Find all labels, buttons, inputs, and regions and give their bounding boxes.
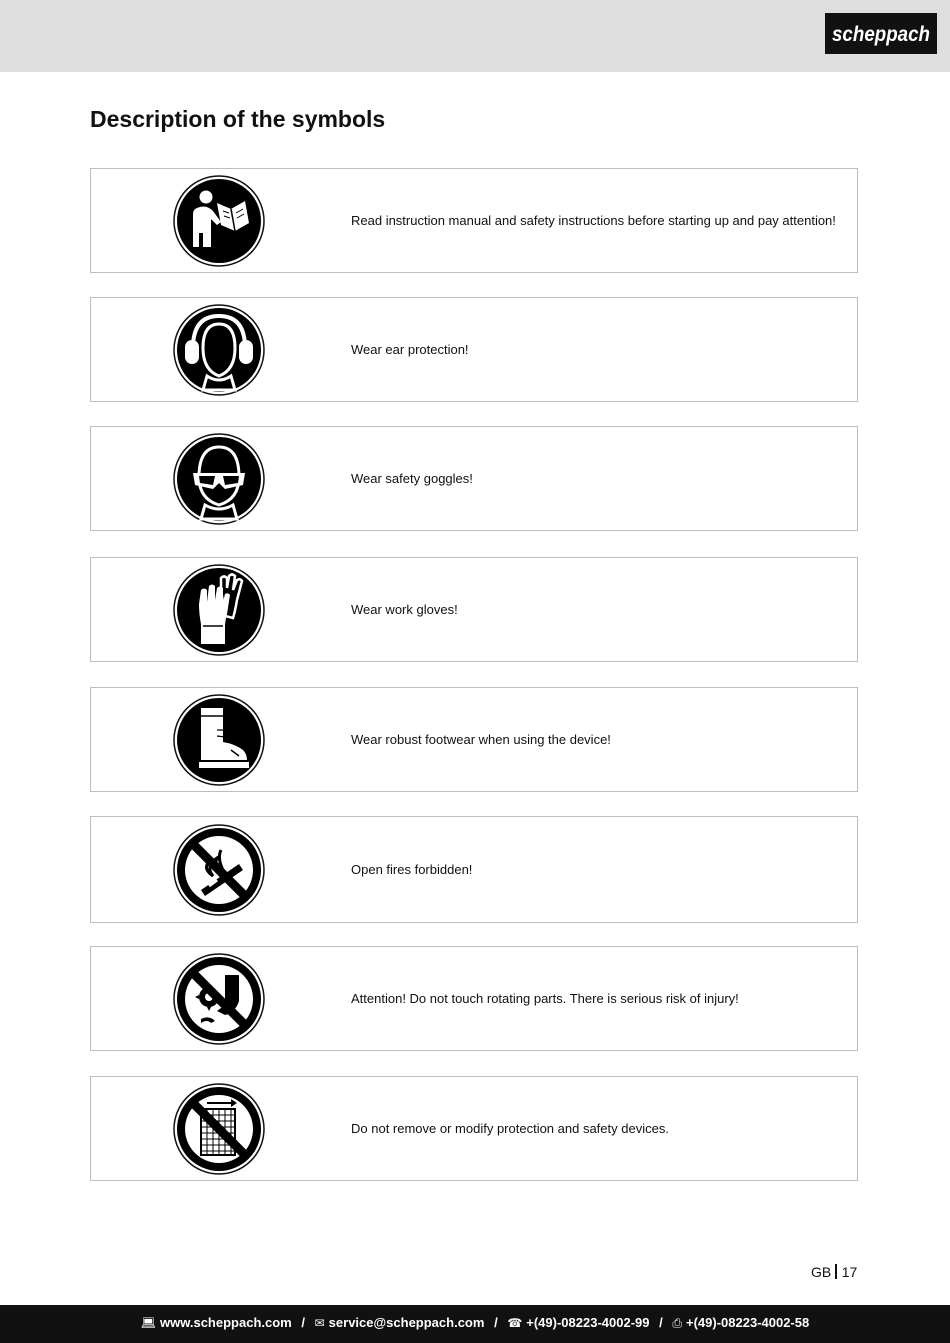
no-open-fire-icon: [173, 824, 265, 916]
footer-contact-bar: [0, 1305, 950, 1343]
page-language-label: GB: [811, 1264, 832, 1280]
no-touch-rotating-parts-icon: [173, 953, 265, 1045]
footer-separator: /: [494, 1315, 498, 1330]
brand-logo: [825, 13, 937, 54]
safety-goggles-icon: [173, 433, 265, 525]
footer-email-link[interactable]: service@scheppach.com: [328, 1315, 485, 1330]
footer-separator: /: [301, 1315, 305, 1330]
footer-fax: +(49)-08223-4002-58: [685, 1315, 810, 1330]
symbol-description: Read instruction manual and safety instructions before starting up and pay attention!: [351, 213, 836, 228]
symbol-row: [90, 687, 858, 792]
symbol-description: Wear ear protection!: [351, 342, 469, 357]
svg-text:scheppach: scheppach: [832, 23, 930, 46]
page-number-divider: [835, 1264, 837, 1279]
computer-icon: 💻︎: [140, 1316, 156, 1330]
safety-footwear-icon: [173, 694, 265, 786]
footer-phone: +(49)-08223-4002-99: [526, 1315, 650, 1330]
symbol-row: [90, 816, 858, 923]
work-gloves-icon: [173, 564, 265, 656]
symbol-row: [90, 946, 858, 1051]
symbol-row: [90, 297, 858, 402]
symbol-description: Attention! Do not touch rotating parts. There is serious risk of injury!: [351, 991, 739, 1006]
page-title: Description of the symbols: [90, 106, 386, 132]
footer-website-link[interactable]: www.scheppach.com: [160, 1315, 292, 1330]
page-number-value: 17: [841, 1264, 858, 1280]
symbol-description: Wear robust footwear when using the device!: [351, 732, 611, 747]
phone-icon: ☎: [507, 1316, 523, 1330]
mail-icon: ✉︎: [314, 1316, 325, 1330]
symbol-description: Wear safety goggles!: [351, 471, 473, 486]
page-number: [811, 1264, 857, 1280]
read-manual-icon: [173, 175, 265, 267]
ear-protection-icon: [173, 304, 265, 396]
symbol-description: Open fires forbidden!: [351, 862, 473, 877]
symbol-description: Wear work gloves!: [351, 602, 458, 617]
fax-icon: ⎙: [672, 1316, 682, 1330]
symbol-row: [90, 557, 858, 662]
symbol-row: [90, 426, 858, 531]
no-remove-guard-icon: [173, 1083, 265, 1175]
symbol-row: [90, 1076, 858, 1181]
footer-separator: /: [659, 1315, 663, 1330]
header-band: [0, 0, 950, 72]
symbol-row: [90, 168, 858, 273]
symbol-description: Do not remove or modify protection and safety devices.: [351, 1121, 669, 1136]
